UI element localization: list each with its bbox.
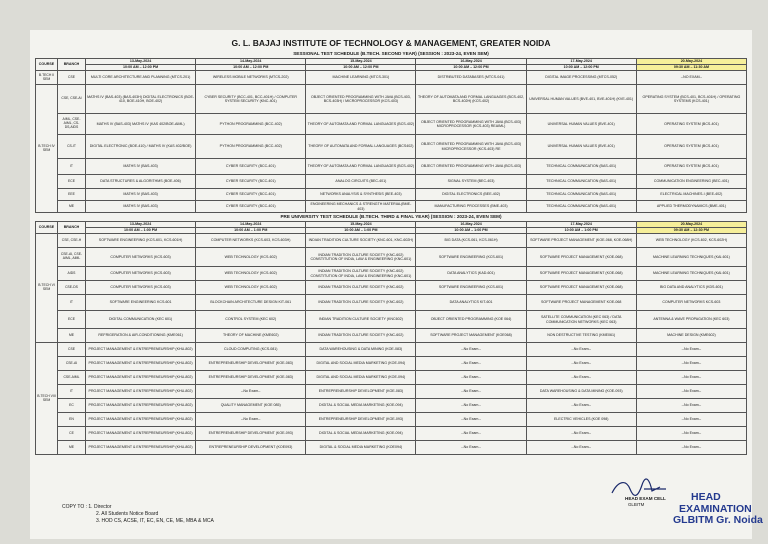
table-row bbox=[36, 311, 747, 329]
pre-university-test-table bbox=[35, 221, 747, 455]
exam-cell: MATHS IV (BAS-403) bbox=[86, 201, 196, 213]
exam-cell: BLOCKCHAIN ARCHITECTURE DESIGN KIT-061 bbox=[196, 295, 306, 311]
exam-cell: INDIAN TRADITION CULTURE SOCIETY (KNC-602) bbox=[306, 281, 416, 295]
course-header: COURSE bbox=[36, 222, 58, 234]
exam-cell: CLOUD COMPUTING (KCS-081) bbox=[196, 343, 306, 357]
exam-cell: INDIAN TRADITION CULTURE SOCIETY (KNC-602) bbox=[306, 295, 416, 311]
exam-cell: INDIAN TRADITION CULTURE SOCIETY (KNC-601, KNC-602H) bbox=[306, 234, 416, 248]
exam-cell: THEORY OF AUTOMATA AND FORMAL LANGUAGES (BCS402) bbox=[306, 135, 416, 159]
exam-cell: ENTREPRENEURSHIP DEVELOPMENT (KOE-083) bbox=[196, 357, 306, 371]
exam-cell: WEB TECHNOLOGY (KCS-602, KCS-602H) bbox=[636, 234, 746, 248]
exam-cell: DIGITAL ELECTRONICS (BEE-402) bbox=[416, 189, 526, 201]
exam-cell: APPLIED THERMODYNAMICS (BME-401) bbox=[636, 201, 746, 213]
branch-cell: ME bbox=[58, 329, 86, 343]
branch-header: BRANCH bbox=[58, 222, 86, 234]
exam-cell: PROJECT MANAGEMENT & ENTREPRENEURSHIP (KHU-802) bbox=[86, 427, 196, 441]
exam-cell: SOFTWARE PROJECT MANAGEMENT (KOE-068, KOE-068H) bbox=[526, 234, 636, 248]
exam-cell: PROJECT MANAGEMENT & ENTREPRENEURSHIP (KHU-802) bbox=[86, 371, 196, 385]
exam-cell: DATA ANALYTICS KIT-601 bbox=[416, 295, 526, 311]
exam-cell: --No Exam-- bbox=[636, 413, 746, 427]
date-header: 14-May-2024 bbox=[196, 222, 306, 228]
exam-cell: MANUFACTURING PROCESSES (BME-403) bbox=[416, 201, 526, 213]
head-exam-cell-label: HEAD EXAM CELL bbox=[625, 496, 666, 501]
exam-cell: PROJECT MANAGEMENT & ENTREPRENEURSHIP (KHU-802) bbox=[86, 385, 196, 399]
table-row bbox=[36, 413, 747, 427]
exam-cell: --No Exam-- bbox=[526, 343, 636, 357]
table-row bbox=[36, 295, 747, 311]
exam-cell: DATA STRUCTURES & ALGORITHMS (BOE-406) bbox=[86, 175, 196, 189]
date-header: 15-May-2024 bbox=[306, 222, 416, 228]
exam-cell: THEORY OF AUTOMATA AND FORMAL LANGUAGES (BCS-402) bbox=[306, 114, 416, 135]
exam-cell: PROJECT MANAGEMENT & ENTREPRENEURSHIP (KHU-802) bbox=[86, 441, 196, 455]
exam-cell: SOFTWARE ENGINEERING KCS-601 bbox=[86, 295, 196, 311]
table-row bbox=[36, 114, 747, 135]
exam-cell: SOFTWARE PROJECT MANAGEMENT (KOE068) bbox=[416, 329, 526, 343]
exam-cell: COMPUTER NETWORKS (KCS-603, KCS-603H) bbox=[196, 234, 306, 248]
date-header: 17-May-2024 bbox=[526, 59, 636, 65]
exam-cell: ANALOG CIRCUITS (BEC-401) bbox=[306, 175, 416, 189]
exam-cell: COMPUTER NETWORKS KCS-603 bbox=[636, 295, 746, 311]
exam-cell: MACHINE LEARNING (MTCS-301) bbox=[306, 71, 416, 85]
date-header: 20-May-2024 bbox=[636, 222, 746, 228]
copy-to-line: 3. HOD CS, ACSE, IT, EC, EN, CE, ME, MBA & MCA bbox=[96, 518, 214, 525]
table-row bbox=[36, 201, 747, 213]
sessional-schedule-title: SESSIONAL TEST SCHEDULE (B.TECH. SECOND YEAR) (SESSION : 2023-24, EVEN SEM) bbox=[293, 51, 489, 56]
table-row bbox=[36, 267, 747, 281]
exam-cell: --No Exam-- bbox=[416, 371, 526, 385]
branch-cell: EEE bbox=[58, 189, 86, 201]
branch-cell: ME bbox=[58, 441, 86, 455]
exam-cell: DIGITAL ELECTRONIC (BOE-410) / MATHS IV (KAS 402/BOE) bbox=[86, 135, 196, 159]
date-header: 13-May-2024 bbox=[86, 222, 196, 228]
branch-header: BRANCH bbox=[58, 59, 86, 71]
exam-cell: SOFTWARE ENGINEERING (KCS-601) bbox=[416, 248, 526, 267]
exam-cell: DATA WAREHOUSING & DATA MINING (KOE-083) bbox=[306, 343, 416, 357]
exam-cell-stamp bbox=[673, 492, 763, 527]
table-row bbox=[36, 399, 747, 413]
exam-cell: CONTROL SYSTEM (KEC 602) bbox=[196, 311, 306, 329]
branch-cell: IT bbox=[58, 295, 86, 311]
stamp-line: GLBITM Gr. Noida bbox=[673, 514, 763, 526]
course-cell: B.TECH IV SEM bbox=[36, 85, 58, 213]
exam-cell: MATHS IV (BAS-403) (BAS-403H) DIGITAL ELECTRONICS (BOE-410, BOE-410H, BOE-402) bbox=[86, 85, 196, 114]
date-header: 15-May-2024 bbox=[306, 59, 416, 65]
table-row bbox=[36, 234, 747, 248]
exam-cell: DIGITAL COMMUNICATION (KEC 601) bbox=[86, 311, 196, 329]
exam-cell: CYBER SECURITY (BCC-401) bbox=[196, 201, 306, 213]
exam-cell: COMPUTER NETWORKS (KCS-603) bbox=[86, 267, 196, 281]
exam-cell: ELECTRICAL MACHINES-I (BEE-402) bbox=[636, 189, 746, 201]
exam-cell: --No Exam-- bbox=[196, 385, 306, 399]
exam-cell: BIG DATA (KCS-061, KCS-061H) bbox=[416, 234, 526, 248]
exam-cell: INDIAN TRADITION CULTURE SOCIETY (KNC-602) CONSTITUTION OF INDIA, LAW & ENGINEERING (KNC-601) bbox=[306, 248, 416, 267]
pre-university-schedule-title: PRE UNIVERSITY TEST SCHEDULE (B.TECH. THIRD & FINAL YEAR) (SESSION : 2023-24, EVEN SEM) bbox=[280, 214, 502, 219]
exam-cell: --No Exam-- bbox=[416, 399, 526, 413]
exam-cell: WEB TECHNOLOGY (KCS-602) bbox=[196, 267, 306, 281]
exam-cell: INDIAN TRADITION CULTURE SOCIETY (KNC-602) bbox=[306, 329, 416, 343]
exam-cell: OBJECT ORIENTED PROGRAMMING WITH JAVA (BCS-403) bbox=[416, 159, 526, 175]
exam-cell: CYBER SECURITY (BCC-401) bbox=[196, 159, 306, 175]
exam-cell: WEB TECHNOLOGY (KCS-602) bbox=[196, 281, 306, 295]
exam-cell: --No Exam-- bbox=[196, 413, 306, 427]
time-header: 10:00 AM – 1:00 PM bbox=[196, 228, 306, 234]
exam-cell: PROJECT MANAGEMENT & ENTREPRENEURSHIP (KHU-802) bbox=[86, 399, 196, 413]
exam-cell: --NO EXAM-- bbox=[636, 71, 746, 85]
time-header: 10:00 AM – 1:00 PM bbox=[86, 228, 196, 234]
exam-cell: DIGITAL & SOCIAL MEDIA MARKETING (KOE-094) bbox=[306, 399, 416, 413]
exam-cell: PROJECT MANAGEMENT & ENTREPRENEURSHIP (KHU-802) bbox=[86, 413, 196, 427]
table-row bbox=[36, 427, 747, 441]
table-row bbox=[36, 343, 747, 357]
exam-cell: SOFTWARE PROJECT MANAGEMENT (KOE-068) bbox=[526, 281, 636, 295]
exam-cell: REFRIGERATION & AIR-CONDITIONING (KME061) bbox=[86, 329, 196, 343]
table-row bbox=[36, 441, 747, 455]
exam-cell: --No Exam-- bbox=[526, 399, 636, 413]
exam-cell: COMMUNICATION ENGINEERING (BEC-401) bbox=[636, 175, 746, 189]
time-header: 10:00 AM – 12:00 PM bbox=[526, 65, 636, 71]
branch-cell: CSE-AIML bbox=[58, 371, 86, 385]
table-row bbox=[36, 175, 747, 189]
branch-cell: CSE bbox=[58, 71, 86, 85]
exam-cell: THEORY OF AUTOMATA AND FORMAL LANGUAGES (BCS-402, BCS-402H) (KCS-402) bbox=[416, 85, 526, 114]
branch-cell: CSE-AI, CSE-AIML, AIML bbox=[58, 248, 86, 267]
exam-cell: UNIVERSAL HUMAN VALUES (BVE-401) bbox=[526, 135, 636, 159]
exam-cell: --No Exam-- bbox=[526, 427, 636, 441]
table-row bbox=[36, 189, 747, 201]
exam-cell: ENTREPRENEURSHIP DEVELOPMENT (KOE-083) bbox=[306, 385, 416, 399]
exam-cell: SIGNAL SYSTEM (BEC-403) bbox=[416, 175, 526, 189]
exam-cell: THEORY OF MACHINE (KME602) bbox=[196, 329, 306, 343]
branch-cell: AIML, CSE-AIML, CS-DS,AIDS bbox=[58, 114, 86, 135]
table-row bbox=[36, 71, 747, 85]
institute-title: G. L. BAJAJ INSTITUTE OF TECHNOLOGY & MANAGEMENT, GREATER NOIDA bbox=[231, 38, 551, 48]
table-row bbox=[36, 357, 747, 371]
time-header: 10:00 AM – 1:00 PM bbox=[526, 228, 636, 234]
exam-cell: OBJECT ORIENTED PROGRAMMING WITH JAVA (BCS-403) MICROPROCESSOR (KCS-403) RE bbox=[416, 135, 526, 159]
date-header: 14-May-2024 bbox=[196, 59, 306, 65]
exam-cell: OPERATING SYSTEM (BCS-401) bbox=[636, 135, 746, 159]
branch-cell: AIDS bbox=[58, 267, 86, 281]
exam-cell: CYBER SECURITY (BCC-401) bbox=[196, 189, 306, 201]
exam-cell: ELECTRIC VEHICLES (KOE 098) bbox=[526, 413, 636, 427]
exam-cell: DIGITAL IMAGE PROCESSING (MTCS-052) bbox=[526, 71, 636, 85]
time-header: 10:00 AM – 12:00 PM bbox=[196, 65, 306, 71]
exam-cell: DIGITAL & SOCIAL MEDIA MARKETING (KOE094) bbox=[306, 441, 416, 455]
exam-cell: SOFTWARE PROJECT MANAGEMENT (KOE-068) bbox=[526, 248, 636, 267]
glbitm-label: GLBITM bbox=[628, 502, 645, 507]
exam-cell: --No Exam-- bbox=[416, 441, 526, 455]
exam-cell: OBJECT ORIENTED PROGRAMMING WITH JAVA (BCS-403, BCS-403H) / MICROPROCESSOR (KCS-403) bbox=[306, 85, 416, 114]
exam-cell: QUALITY MANAGEMENT (KOE 085) bbox=[196, 399, 306, 413]
branch-cell: CS-IT bbox=[58, 135, 86, 159]
copy-to-line: 2. All Students Notice Board bbox=[96, 511, 159, 518]
time-header: 09:30 AM – 11:30 AM bbox=[636, 65, 746, 71]
exam-cell: PROJECT MANAGEMENT & ENTREPRENEURSHIP (KHU-802) bbox=[86, 343, 196, 357]
exam-cell: NETWORKS ANALYSIS & SYNTHESIS (BEE-403) bbox=[306, 189, 416, 201]
table-row bbox=[36, 385, 747, 399]
time-header: 09:30 AM – 12:30 PM bbox=[636, 228, 746, 234]
time-header: 10:00 AM – 1:00 PM bbox=[306, 228, 416, 234]
exam-cell: OPERATING SYSTEM (BCS-401) bbox=[636, 114, 746, 135]
exam-cell: MULTI CORE ARCHITECTURE AND PLANNING (MTCS-201) bbox=[86, 71, 196, 85]
table-row bbox=[36, 281, 747, 295]
table-row bbox=[36, 135, 747, 159]
exam-cell: DIGITAL AND SOCIAL MEDIA MARKETING (KOE-094) bbox=[306, 357, 416, 371]
exam-cell: PROJECT MANAGEMENT & ENTREPRENEURSHIP (KHU-802) bbox=[86, 357, 196, 371]
course-cell: B.TECH VIII SEM bbox=[36, 343, 58, 455]
branch-cell: IT bbox=[58, 385, 86, 399]
exam-cell: --No Exam-- bbox=[526, 357, 636, 371]
exam-cell: DISTRIBUTED DATABASES (MTCS-041) bbox=[416, 71, 526, 85]
copy-to-list bbox=[62, 504, 214, 526]
exam-cell: SOFTWARE PROJECT MANAGEMENT KOE-068 bbox=[526, 295, 636, 311]
exam-cell: TECHNICAL COMMUNICATION (BAS-401) bbox=[526, 189, 636, 201]
exam-cell: --No Exam-- bbox=[526, 441, 636, 455]
exam-cell: DIGITAL AND SOCIAL MEDIA MARKETING (KOE-094) bbox=[306, 371, 416, 385]
exam-cell: OPERATING SYSTEM (BCS-401) bbox=[636, 159, 746, 175]
schedule-document bbox=[30, 30, 763, 539]
branch-cell: CSE-AI bbox=[58, 357, 86, 371]
exam-cell: CYBER SECURITY (BCC-401) bbox=[196, 175, 306, 189]
exam-cell: --No Exam-- bbox=[636, 357, 746, 371]
branch-cell: ECE bbox=[58, 311, 86, 329]
exam-cell: MACHINE LEARNING TECHNIQUES (KAI-601) bbox=[636, 248, 746, 267]
branch-cell: ME bbox=[58, 201, 86, 213]
branch-cell: CSE-DS bbox=[58, 281, 86, 295]
exam-cell: OBJECT ORIENTED PROGRAMMING WITH JAVA (BCS-403) MICROPROCESSOR (KCS-403) REAIML) bbox=[416, 114, 526, 135]
time-header: 10:00 AM – 12:00 PM bbox=[306, 65, 416, 71]
exam-cell: --No Exam-- bbox=[636, 343, 746, 357]
exam-cell: MATHS IV (BAS-403) bbox=[86, 159, 196, 175]
exam-cell: --No Exam-- bbox=[636, 399, 746, 413]
exam-cell: DATA ANALYTICS (KAD-601) bbox=[416, 267, 526, 281]
exam-cell: --No Exam-- bbox=[526, 371, 636, 385]
exam-cell: --No Exam-- bbox=[416, 385, 526, 399]
exam-cell: SOFTWARE PROJECT MANAGEMENT (KOE-068) bbox=[526, 267, 636, 281]
exam-cell: DIGITAL & SOCIAL MEDIA MARKETING (KOE-094) bbox=[306, 427, 416, 441]
exam-cell: WEB TECHNOLOGY (KCS-602) bbox=[196, 248, 306, 267]
exam-cell: SATELLITE COMMUNICATION (KEC 063) / DATA COMMUNICATION NETWORKS (KEC 063) bbox=[526, 311, 636, 329]
exam-cell: MATHS IV (BAS-403) MATHS IV (KAS 402/BOE-AIML) bbox=[86, 114, 196, 135]
exam-cell: INDIAN TRADITION CULTURE SOCIETY (KNC602) bbox=[306, 311, 416, 329]
exam-cell: --No Exam-- bbox=[636, 371, 746, 385]
exam-cell: OPERATING SYSTEM (BCS-401, BCS-401H) / OPERATING SYSTEMS (KCS-401) bbox=[636, 85, 746, 114]
exam-cell: THEORY OF AUTOMATA AND FORMAL LANGUAGES (BCS-402) bbox=[306, 159, 416, 175]
time-header: 10:00 AM – 1:00 PM bbox=[416, 228, 526, 234]
date-header: 17-May-2024 bbox=[526, 222, 636, 228]
exam-cell: MATHS IV (BAS-403) bbox=[86, 189, 196, 201]
stamp-line: EXAMINATION bbox=[679, 502, 752, 515]
exam-cell: NON DESTRUCTIVE TESTING (KME061) bbox=[526, 329, 636, 343]
date-header: 16-May-2024 bbox=[416, 59, 526, 65]
branch-cell: IT bbox=[58, 159, 86, 175]
exam-cell: MACHINE LEARNING TECHNIQUES (KAI-601) bbox=[636, 267, 746, 281]
exam-cell: ENTREPRENEURSHIP DEVELOPMENT (KOE-093) bbox=[306, 413, 416, 427]
branch-cell: ECE bbox=[58, 175, 86, 189]
branch-cell: EC bbox=[58, 399, 86, 413]
copy-to-line: COPY TO : 1. Director bbox=[62, 504, 112, 510]
branch-cell: CSE, CSE-AI bbox=[58, 85, 86, 114]
exam-cell: --No Exam-- bbox=[416, 427, 526, 441]
branch-cell: CSE bbox=[58, 343, 86, 357]
course-cell: B.TECH VI SEM bbox=[36, 234, 58, 343]
exam-cell: CYBER SECURITY (BCC-401, BCC-401H) / COMPUTER SYSTEM SECURITY (KNC-401) bbox=[196, 85, 306, 114]
exam-cell: ENGINEERING MECHANICS & STRENGTH MATERIAL(BME-403) bbox=[306, 201, 416, 213]
exam-cell: --No Exam-- bbox=[636, 427, 746, 441]
exam-cell: PYTHON PROGRAMMING (BCC-402) bbox=[196, 135, 306, 159]
date-header: 13-May-2024 bbox=[86, 59, 196, 65]
exam-cell: MACHINE DESIGN (KME602) bbox=[636, 329, 746, 343]
exam-cell: ANTENNA & WAVE PROPAGATION (KEC 603) bbox=[636, 311, 746, 329]
exam-cell: INDIAN TRADITION CULTURE SOCIETY (KNC-602) CONSTITUTION OF INDIA, LAW & ENGINEERING (KNC-601) bbox=[306, 267, 416, 281]
course-header: COURSE bbox=[36, 59, 58, 71]
exam-cell: COMPUTER NETWORKS (KCS-603) bbox=[86, 281, 196, 295]
time-header: 10:00 AM – 12:00 PM bbox=[86, 65, 196, 71]
table-row bbox=[36, 85, 747, 114]
course-cell: B.TECH II SEM bbox=[36, 71, 58, 85]
stamp-line: HEAD bbox=[691, 491, 721, 503]
exam-cell: --No Exam-- bbox=[636, 385, 746, 399]
sessional-test-table bbox=[35, 58, 747, 213]
date-header: 20-May-2024 bbox=[636, 59, 746, 65]
branch-cell: CE bbox=[58, 427, 86, 441]
exam-cell: UNIVERSAL HUMAN VALUES (BVE-401, BVE-401H) (KVE-401) bbox=[526, 85, 636, 114]
exam-cell: --No Exam-- bbox=[416, 357, 526, 371]
table-row bbox=[36, 371, 747, 385]
exam-cell: OBJECT ORIENTED PROGRAMMING (KOE 064) bbox=[416, 311, 526, 329]
exam-cell: --No Exam-- bbox=[416, 343, 526, 357]
exam-cell: TECHNICAL COMMUNICATION (BAS-401) bbox=[526, 175, 636, 189]
table-row bbox=[36, 248, 747, 267]
exam-cell: TECHNICAL COMMUNICATION (BAS-401) bbox=[526, 201, 636, 213]
table-row bbox=[36, 159, 747, 175]
exam-cell: WIRELESS MOBILE NETWORKS (MTCS-202) bbox=[196, 71, 306, 85]
branch-cell: CSE, CSE-H bbox=[58, 234, 86, 248]
exam-cell: COMPUTER NETWORKS (KCS-603) bbox=[86, 248, 196, 267]
exam-cell: DATA WAREHOUSING & DATA MINING (KOE-093) bbox=[526, 385, 636, 399]
exam-cell: ENTREPRENEURSHIP DEVELOPMENT (KOE-083) bbox=[196, 371, 306, 385]
time-header: 10:00 AM – 12:00 PM bbox=[416, 65, 526, 71]
exam-cell: UNIVERSAL HUMAN VALUES (BVE-401) bbox=[526, 114, 636, 135]
exam-cell: BIG DATA AND ANALYTICS (KDS-601) bbox=[636, 281, 746, 295]
exam-cell: SOFTWARE ENGINEERING (KCS-601) bbox=[416, 281, 526, 295]
exam-cell: TECHNICAL COMMUNICATION (BAS-401) bbox=[526, 159, 636, 175]
exam-cell: ENTREPRENEURSHIP DEVELOPMENT (KOE093) bbox=[196, 441, 306, 455]
exam-cell: ENTREPRENEURSHIP DEVELOPMENT (KOE-093) bbox=[196, 427, 306, 441]
table-row bbox=[36, 329, 747, 343]
exam-cell: --No Exam-- bbox=[416, 413, 526, 427]
exam-cell: SOFTWARE ENGINEERING (KCS-601, KCS-601H) bbox=[86, 234, 196, 248]
exam-cell: --No Exam-- bbox=[636, 441, 746, 455]
date-header: 16-May-2024 bbox=[416, 222, 526, 228]
exam-cell: PYTHON PROGRAMMING (BCC-402) bbox=[196, 114, 306, 135]
branch-cell: EN bbox=[58, 413, 86, 427]
